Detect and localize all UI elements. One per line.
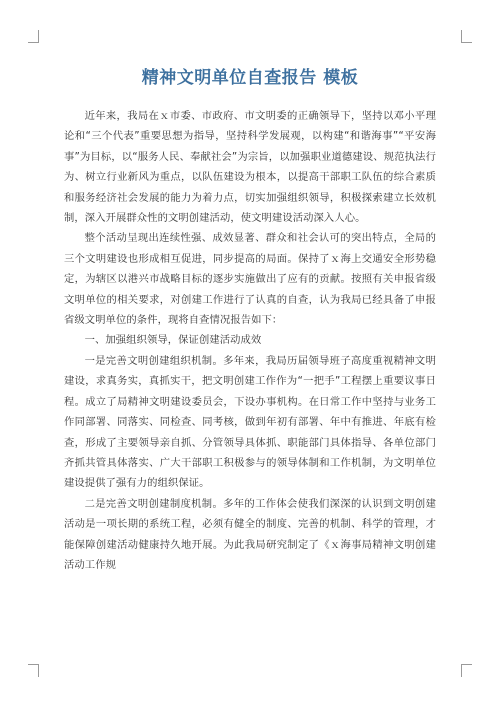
paragraph-intro: 近年来，我局在ｘ市委、市政府、市文明委的正确领导下，坚持以邓小平理论和“三个代表”重要思想为指导，坚持科学发展观，以构建“和谐海事”“平安海事”为目标，以“服务人民、奉献社会”为宗旨，以加强职业道德建设、规范执法行为、树立行业新风为重点，以队伍建设为根本，以提高干部职工队伍的综合素质和服务经济社会发展的能力为着力点，切实加强组织领导，积极探索建立长效机制，深入开展群众性的文明创建活动，使文明建设活动深入人心。 — [64, 110, 436, 225]
crop-mark-bottom-left — [28, 664, 39, 677]
paragraph-system: 二是完善文明创建制度机制。多年的工作体会使我们深深的认识到文明创建活动是一项长期的系统工程，必须有健全的制度、完善的机制、科学的管理，才能保障创建活动健康持久地开展。为此我局研究制定了《ｘ海事局精神文明创建活动工作规 — [64, 497, 436, 571]
paragraph-summary: 整个活动呈现出连续性强、成效显著、群众和社会认可的突出特点，全局的三个文明建设也形成相互促进，同步提高的局面。保持了ｘ海上交通安全形势稳定，为辖区以港兴市战略目标的逐步实施做出了应有的贡献。按照有关申报省级文明单位的相关要求，对创建工作进行了认真的自查，认为我局已经具备了申报省级文明单位的条件，现将自查情况报告如下： — [64, 232, 436, 327]
crop-mark-top-left — [28, 30, 39, 43]
document-body — [64, 106, 436, 575]
crop-mark-top-right — [461, 30, 472, 43]
paragraph-organization: 一是完善文明创建组织机制。多年来，我局历届领导班子高度重视精神文明建设，求真务实，真抓实干，把文明创建工作作为“一把手”工程摆上重要议事日程。成立了局精神文明建设委员会，下设办事机构。在日常工作中坚持与业务工作同部署、同落实、同检查、同考核，做到年初有部署、年中有推进、年底有检查，形成了主要领导亲自抓、分管领导具体抓、职能部门具体指导、各单位部门齐抓共管具体落实、广大干部职工积极参与的领导体制和工作机制，为文明单位建设提供了强有力的组织保证。 — [64, 354, 436, 490]
crop-mark-bottom-right — [461, 664, 472, 677]
document-title: 精神文明单位自查报告 模板 — [141, 68, 359, 88]
section-heading: 一、加强组织领导，保证创建活动成效 — [84, 334, 262, 347]
